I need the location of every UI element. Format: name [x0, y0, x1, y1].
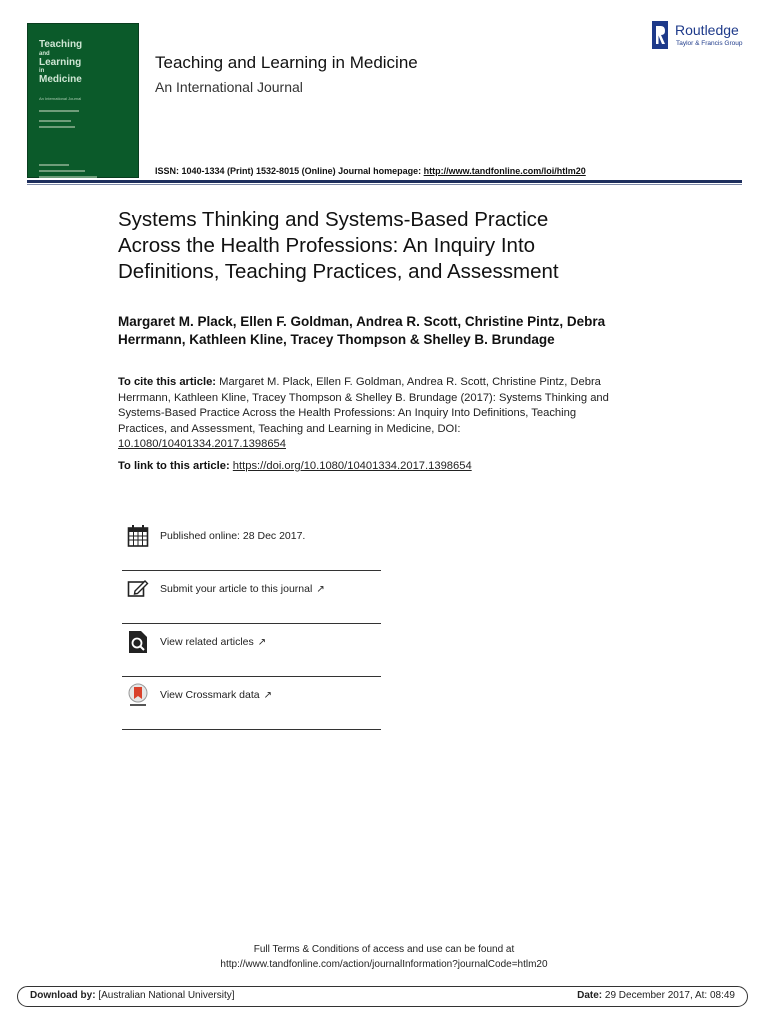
article-actions	[122, 518, 381, 730]
crossmark-label: View Crossmark data	[160, 689, 260, 701]
cover-title-line: Medicine	[39, 74, 82, 85]
calendar-icon	[127, 524, 149, 548]
cover-decoration	[39, 176, 97, 178]
authors-line: Herrmann, Kathleen Kline, Tracey Thompson & Shelley B. Brundage	[118, 332, 555, 347]
external-link-icon: ↗	[263, 690, 272, 701]
journal-homepage-link[interactable]: http://www.tandfonline.com/loi/htlm20	[423, 166, 586, 176]
journal-title: Teaching and Learning in Medicine	[155, 53, 418, 72]
article-title	[118, 207, 698, 285]
published-online-entry	[122, 518, 381, 571]
citation-label: To cite this article:	[118, 376, 217, 388]
cover-decoration	[39, 120, 71, 122]
cover-decoration	[39, 126, 75, 128]
related-articles-link[interactable]	[160, 636, 266, 648]
cover-title-line: and	[39, 50, 50, 57]
crossmark-icon	[127, 683, 149, 707]
cover-title	[39, 40, 82, 86]
journal-subtitle: An International Journal	[155, 79, 303, 95]
issn-text: ISSN: 1040-1334 (Print) 1532-8015 (Online) Journal homepage:	[155, 166, 424, 176]
article-link-label: To link to this article:	[118, 460, 233, 472]
publisher-name: Routledge	[675, 22, 739, 38]
cover-decoration	[39, 164, 69, 166]
related-articles-label: View related articles	[160, 636, 254, 648]
submit-article-entry[interactable]	[122, 571, 381, 624]
article-authors	[118, 313, 658, 349]
cover-subtitle: An International Journal	[39, 96, 82, 101]
citation-text: Margaret M. Plack, Ellen F. Goldman, Andrea R. Scott, Christine Pintz, Debra Herrmann, Kathleen Kline, Tracey Thompson & Shelley B. Brundage (2017): Systems Thinking and Systems-Based Practice Across the Health Professions: An Inquiry Into Definitions, Teaching Practices, and Assessment, Teaching and Learning in Medicine, DOI:	[118, 376, 609, 435]
routledge-r-icon	[652, 21, 668, 49]
published-online-label: Published online: 28 Dec 2017.	[160, 530, 306, 542]
download-info-bar	[17, 986, 748, 1007]
cover-title-line: Teaching	[39, 39, 83, 50]
cover-decoration	[39, 170, 85, 172]
terms-url[interactable]: http://www.tandfonline.com/action/journalInformation?journalCode=htlm20	[220, 959, 548, 970]
submit-article-link[interactable]	[160, 583, 325, 595]
download-value: [Australian National University]	[95, 990, 235, 1001]
article-doi-url[interactable]: https://doi.org/10.1080/10401334.2017.1398654	[232, 460, 472, 472]
header-divider	[27, 180, 742, 183]
search-document-icon	[127, 630, 149, 654]
article-title-line: Systems Thinking and Systems-Based Practice	[118, 208, 549, 231]
routledge-logo	[652, 21, 747, 51]
crossmark-entry[interactable]	[122, 677, 381, 730]
header-divider-thin	[27, 184, 742, 185]
related-articles-entry[interactable]	[122, 624, 381, 677]
journal-cover-image	[27, 23, 139, 178]
external-link-icon: ↗	[316, 584, 325, 595]
issn-line	[155, 166, 586, 176]
citation-block	[118, 375, 618, 453]
publisher-group: Taylor & Francis Group	[676, 40, 743, 47]
article-link-block	[118, 460, 472, 472]
download-date	[577, 990, 735, 1001]
cover-title-line: Learning	[39, 56, 82, 68]
download-label: Download by:	[30, 990, 96, 1001]
date-value: 29 December 2017, At: 08:49	[602, 990, 735, 1001]
terms-notice	[0, 942, 768, 972]
cover-title-line: in	[39, 68, 45, 74]
external-link-icon: ↗	[257, 637, 267, 648]
article-title-line: Across the Health Professions: An Inquiry Into	[118, 234, 536, 257]
download-by	[30, 990, 235, 1001]
edit-icon	[127, 577, 149, 601]
terms-line: Full Terms & Conditions of access and use can be found at	[253, 944, 515, 955]
submit-article-label: Submit your article to this journal	[160, 583, 313, 595]
article-title-line: Definitions, Teaching Practices, and Assessment	[118, 260, 559, 283]
authors-line: Margaret M. Plack, Ellen F. Goldman, Andrea R. Scott, Christine Pintz, Debra	[118, 314, 606, 329]
crossmark-link[interactable]	[160, 689, 272, 701]
cover-decoration	[39, 110, 79, 112]
citation-doi-link[interactable]: 10.1080/10401334.2017.1398654	[118, 438, 286, 450]
date-label: Date:	[577, 990, 603, 1001]
